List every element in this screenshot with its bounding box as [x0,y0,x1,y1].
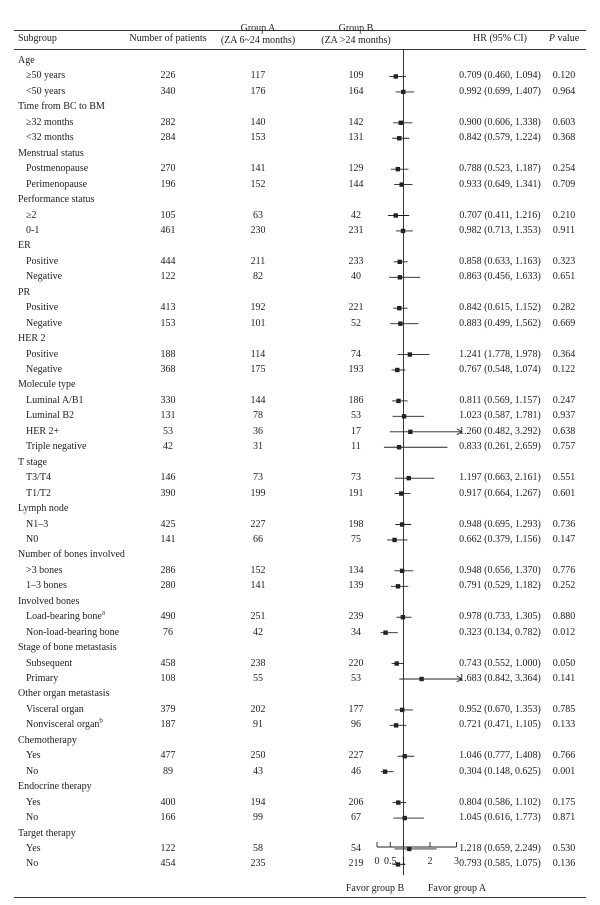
subgroup-label: T3/T4 [26,472,51,484]
group-b-cell: 96 [351,719,361,731]
subgroup-heading: ER [18,240,31,252]
hr-ci-cell: 0.662 (0.379, 1.156) [459,533,541,545]
hr-ci-cell: 0.982 (0.713, 1.353) [459,224,541,236]
group-b-cell: 219 [348,858,364,870]
group-b-cell: 74 [351,348,361,360]
group-a-cell: 117 [250,70,266,82]
subgroup-label: Load-bearing bone$^a$ [26,608,105,623]
subgroup-label: Primary [26,673,59,684]
hr-point [392,538,396,542]
group-b-cell: 54 [351,842,361,854]
group-a-cell: 153 [250,132,266,144]
patients-cell: 188 [160,348,176,360]
patients-cell: 166 [160,812,176,824]
group-a-cell: 211 [250,255,266,267]
patients-cell: 196 [160,178,176,190]
patients-cell: 122 [160,271,176,283]
p-value-cell: 0.254 [552,163,576,175]
subgroup-label: Postmenopause [26,163,89,175]
group-a-cell: 63 [253,209,263,221]
subgroup-label: Positive [26,302,59,314]
patients-cell: 458 [160,657,176,669]
subgroup-label: ≥2 [26,209,37,221]
hr-ci-cell: 0.707 (0.411, 1.216) [459,209,541,221]
subgroup-label: HER 2+ [26,425,60,437]
group-a-cell: 31 [253,441,263,453]
group-b-cell: 129 [348,163,364,175]
hr-ci-cell: 0.883 (0.499, 1.562) [459,317,541,329]
hr-ci-cell: 1.045 (0.616, 1.773) [459,812,541,824]
hr-point [398,275,402,279]
patients-cell: 286 [160,564,176,576]
group-a-cell: 175 [250,364,266,375]
patients-cell: 282 [160,116,176,128]
patients-cell: 444 [160,255,176,267]
group-a-cell: 194 [250,796,266,808]
p-value-cell: 0.175 [552,796,576,808]
patients-cell: 89 [163,765,173,777]
group-a-cell: 202 [250,703,266,715]
group-b-cell: 142 [348,116,364,128]
hr-point [394,213,398,217]
hr-point [397,306,401,310]
group-b-cell: 186 [348,394,364,406]
hr-ci-cell: 1.683 (0.842, 3.364) [459,673,541,684]
patients-cell: 131 [160,410,176,422]
p-value-cell: 0.785 [552,703,576,715]
subgroup-label: ≥50 years [26,70,66,82]
hr-point [402,816,406,820]
header-p-italic: P [548,33,555,44]
p-value-cell: 0.911 [552,224,576,236]
subgroup-label: No [26,812,39,824]
group-a-cell: 66 [253,533,263,545]
group-b-cell: 67 [351,812,361,824]
patients-cell: 379 [160,703,176,715]
header-p-rest: value [554,33,580,44]
group-b-cell: 233 [348,255,364,267]
subgroup-heading: Target therapy [18,827,76,839]
favor-group-b-label: Favor group B [345,883,405,894]
x-tick-label: 3 [454,856,459,867]
p-value-cell: 0.120 [552,70,576,82]
patients-cell: 187 [160,719,176,731]
subgroup-heading: Stage of bone metastasis [18,642,117,654]
subgroup-heading: Involved bones [18,595,80,607]
p-value-cell: 0.252 [552,580,576,592]
group-a-cell: 199 [250,487,266,499]
subgroup-label: No [26,765,39,777]
subgroup-heading: Chemotherapy [18,734,77,746]
x-tick-label: 0 [374,856,380,867]
subgroup-label: Negative [26,271,63,283]
group-b-cell: 164 [348,85,364,97]
group-b-cell: 131 [348,132,364,144]
hr-ci-cell: 0.952 (0.670, 1.353) [459,703,541,715]
hr-ci-cell: 0.709 (0.460, 1.094) [459,70,541,82]
subgroup-label: ≥32 months [26,116,74,128]
hr-point [395,368,399,372]
patients-cell: 390 [160,487,176,499]
hr-ci-cell: 0.743 (0.552, 1.000) [459,657,541,669]
hr-point [398,260,402,264]
group-b-cell: 198 [348,518,364,530]
footnote-marker: a [101,608,105,617]
group-b-cell: 40 [351,271,361,283]
hr-point [400,708,404,712]
patients-cell: 454 [160,858,176,870]
p-value-cell: 0.776 [552,564,576,576]
hr-ci-cell: 0.304 (0.148, 0.625) [459,765,541,777]
patients-cell: 270 [160,163,176,175]
group-b-cell: 239 [348,611,364,623]
hr-ci-cell: 1.241 (1.778, 1.978) [459,348,541,360]
patients-cell: 400 [160,796,176,808]
patients-cell: 280 [160,580,176,592]
group-a-cell: 144 [250,394,266,406]
hr-ci-cell: 0.992 (0.699, 1.407) [459,85,541,97]
hr-point [419,677,423,681]
patients-cell: 153 [160,317,176,329]
p-value-cell: 0.601 [552,487,576,499]
p-value-cell: 0.210 [552,209,576,221]
subgroup-label: No [26,858,39,870]
hr-ci-cell: 0.948 (0.695, 1.293) [459,518,541,530]
group-b-cell: 227 [348,750,364,762]
subgroup-label: Perimenopause [26,178,88,190]
hr-point [403,754,407,758]
subgroup-heading: Performance status [18,194,95,206]
group-a-cell: 42 [253,626,263,638]
hr-ci-cell: 0.791 (0.529, 1.182) [459,580,541,592]
group-b-cell: 109 [348,70,364,82]
p-value-cell: 0.282 [552,302,576,314]
p-value-cell: 0.323 [552,255,576,267]
group-b-cell: 46 [351,765,361,777]
subgroup-label: Positive [26,255,59,267]
p-value-cell: 0.141 [552,673,576,684]
hr-point [397,445,401,449]
patients-cell: 105 [160,209,176,221]
p-value-cell: 0.050 [552,657,576,669]
subgroup-label: Luminal B2 [26,410,75,422]
hr-ci-cell: 0.858 (0.633, 1.163) [459,255,541,267]
group-b-cell: 34 [351,626,361,638]
p-value-cell: 0.736 [552,518,576,530]
group-a-cell: 238 [250,657,266,669]
p-value-cell: 0.638 [552,425,576,437]
group-b-cell: 220 [348,657,364,669]
hr-point [394,723,398,727]
group-a-cell: 140 [250,116,266,128]
header-group-b: Group B [338,23,374,34]
hr-ci-cell: 0.978 (0.733, 1.305) [459,611,541,623]
group-b-cell: 52 [351,317,361,329]
p-value-cell: 0.136 [552,858,576,870]
p-value-cell: 0.766 [552,750,576,762]
hr-point [401,229,405,233]
header-hr: HR (95% CI) [473,33,527,44]
subgroup-label: N1–3 [26,518,49,530]
group-a-cell: 152 [250,564,266,576]
subgroup-heading: PR [18,286,31,298]
group-b-cell: 144 [348,178,364,190]
footnote-marker: b [99,717,103,726]
hr-point [383,630,387,634]
hr-point [396,399,400,403]
p-value-cell: 0.122 [552,364,576,375]
patients-cell: 461 [160,224,176,236]
group-b-cell: 75 [351,533,361,545]
hr-ci-cell: 0.948 (0.656, 1.370) [459,564,541,576]
patients-cell: 425 [160,518,176,530]
group-a-cell: 141 [250,163,266,175]
subgroup-label: Visceral organ [26,703,84,715]
hr-ci-cell: 0.863 (0.456, 1.633) [459,271,541,283]
group-a-cell: 36 [253,425,263,437]
hr-point [396,584,400,588]
hr-ci-cell: 0.767 (0.548, 1.074) [459,364,541,375]
header-patients: Number of patients [129,33,207,44]
hr-ci-cell: 1.046 (0.777, 1.408) [459,750,541,762]
hr-ci-cell: 0.842 (0.579, 1.224) [459,132,541,144]
group-a-cell: 78 [253,410,263,422]
subgroup-heading: Endocrine therapy [18,781,92,793]
hr-ci-cell: 0.917 (0.664, 1.267) [459,487,541,499]
subgroup-label: 0-1 [26,224,40,236]
subgroup-heading: T stage [18,456,47,468]
patients-cell: 368 [160,364,176,375]
x-tick-label: 0.5 [384,856,397,867]
group-a-cell: 99 [253,812,263,824]
group-a-cell: 58 [253,842,263,854]
group-b-cell: 231 [348,224,364,236]
group-b-cell: 11 [351,441,361,453]
subgroup-label: N0 [26,533,39,545]
hr-ci-cell: 0.793 (0.585, 1.075) [459,858,541,870]
hr-ci-cell: 0.842 (0.615, 1.152) [459,302,541,314]
p-value-cell: 0.871 [552,812,576,824]
hr-point [401,90,405,94]
group-b-cell: 191 [348,487,364,499]
subgroup-label: T1/T2 [26,487,51,499]
group-b-cell: 42 [351,209,361,221]
hr-point [394,74,398,78]
group-b-cell: 73 [351,472,361,484]
patients-cell: 141 [160,533,176,545]
group-b-cell: 221 [348,302,364,314]
group-a-cell: 227 [250,518,266,530]
group-a-cell: 73 [253,472,263,484]
hr-point [400,569,404,573]
group-b-cell: 53 [351,410,361,422]
p-value-cell: 0.530 [552,842,576,854]
p-value-cell: 0.651 [552,271,576,283]
hr-ci-cell: 1.218 (0.659, 2.249) [459,842,541,854]
patients-cell: 413 [160,302,176,314]
hr-ci-cell: 1.260 (0.482, 3.292) [459,425,541,437]
group-a-cell: 251 [250,611,266,623]
subgroup-heading: Molecule type [18,379,76,391]
subgroup-heading: Other organ metastasis [18,688,110,700]
subgroup-label: 1–3 bones [26,580,67,592]
p-value-cell: 0.551 [552,472,576,484]
patients-cell: 490 [160,611,176,623]
hr-point [397,136,401,140]
patients-cell: 122 [160,842,176,854]
x-tick-label: 1 [401,856,406,867]
subgroup-label: Triple negative [26,441,87,453]
p-value-cell: 0.964 [552,85,576,97]
subgroup-heading: Age [18,55,35,66]
hr-point [394,661,398,665]
group-b-cell: 53 [351,673,361,684]
hr-point [396,167,400,171]
hr-ci-cell: 0.788 (0.523, 1.187) [459,163,541,175]
hr-ci-cell: 0.900 (0.606, 1.338) [459,116,541,128]
subgroup-label: Luminal A/B1 [26,394,84,406]
hr-point [402,414,406,418]
patients-cell: 146 [160,472,176,484]
group-b-cell: 139 [348,580,364,592]
subgroup-heading: HER 2 [18,333,46,345]
patients-cell: 108 [160,673,176,684]
patients-cell: 226 [160,70,176,82]
patients-cell: 477 [160,750,176,762]
group-a-cell: 176 [250,85,266,97]
group-a-cell: 101 [250,317,266,329]
group-a-cell: 141 [250,580,266,592]
group-b-cell: 134 [348,564,364,576]
hr-point [398,321,402,325]
hr-ci-cell: 0.933 (0.649, 1.341) [459,178,541,190]
header-subgroup: Subgroup [18,33,57,44]
p-value-cell: 0.012 [552,626,576,638]
header-group-a: Group A [240,23,276,34]
group-a-cell: 250 [250,750,266,762]
header-group-a-sub: (ZA 6~24 months) [220,35,296,46]
group-a-cell: 43 [253,765,263,777]
subgroup-label: Negative [26,364,63,375]
subgroup-label: Negative [26,317,63,329]
p-value-cell: 0.001 [552,765,576,777]
hr-ci-cell: 0.804 (0.586, 1.102) [459,796,541,808]
p-value-cell: 0.937 [552,410,576,422]
patients-cell: 42 [163,441,173,453]
hr-ci-cell: 1.023 (0.587, 1.781) [459,410,541,422]
subgroup-label: <50 years [26,85,66,97]
group-b-cell: 193 [348,364,364,375]
subgroup-label: Yes [26,750,41,762]
p-value-cell: 0.364 [552,348,576,360]
patients-cell: 76 [163,626,173,638]
p-value-cell: 0.368 [552,132,576,144]
subgroup-heading: Time from BC to BM [18,101,105,113]
hr-point [400,522,404,526]
x-tick-label: 2 [427,856,433,867]
group-b-cell: 177 [348,703,364,715]
hr-point [396,800,400,804]
patients-cell: 284 [160,132,176,144]
hr-point [399,491,403,495]
subgroup-heading: Menstrual status [18,147,84,159]
hr-ci-cell: 1.197 (0.663, 2.161) [459,472,541,484]
hr-point [408,352,412,356]
group-b-cell: 206 [348,796,364,808]
subgroup-label: Subsequent [26,657,73,669]
hr-point [408,430,412,434]
group-a-cell: 192 [250,302,266,314]
p-value-cell: 0.147 [552,533,576,545]
hr-ci-cell: 0.833 (0.261, 2.659) [459,441,541,453]
group-a-cell: 230 [250,224,266,236]
header-group-b-sub: (ZA >24 months) [321,35,391,46]
subgroup-label: Non-load-bearing bone [26,626,120,638]
p-value-cell: 0.709 [552,178,576,190]
hr-point [401,615,405,619]
subgroup-label: Yes [26,842,41,854]
hr-point [383,770,387,774]
subgroup-heading: Number of bones involved [18,549,125,561]
p-value-cell: 0.669 [552,317,576,329]
bottom-rule [14,897,586,898]
hr-ci-cell: 0.811 (0.569, 1.157) [459,394,541,406]
p-value-cell: 0.757 [552,441,576,453]
p-value-cell: 0.133 [552,719,576,731]
group-a-cell: 152 [250,178,266,190]
group-a-cell: 114 [250,348,266,360]
group-a-cell: 235 [250,858,266,870]
subgroup-heading: Lymph node [18,503,69,515]
hr-ci-cell: 0.721 (0.471, 1.105) [459,719,541,731]
subgroup-label: Positive [26,348,59,360]
group-b-cell: 17 [351,425,361,437]
p-value-cell: 0.880 [552,611,576,623]
group-a-cell: 91 [253,719,263,731]
favor-group-a-label: Favor group A [427,883,487,894]
subgroup-label: Nonvisceral organ$^b$ [26,717,103,731]
patients-cell: 330 [160,394,176,406]
hr-point [400,182,404,186]
p-value-cell: 0.247 [552,394,576,406]
group-a-cell: 82 [253,271,263,283]
subgroup-label: <32 months [26,132,74,144]
subgroup-label: >3 bones [26,564,63,576]
p-value-cell: 0.603 [552,116,576,128]
subgroup-label: Yes [26,796,41,808]
group-a-cell: 55 [253,673,263,684]
patients-cell: 53 [163,425,173,437]
hr-ci-cell: 0.323 (0.134, 0.782) [459,626,541,638]
hr-point [407,476,411,480]
patients-cell: 340 [160,85,176,97]
hr-point [399,121,403,125]
